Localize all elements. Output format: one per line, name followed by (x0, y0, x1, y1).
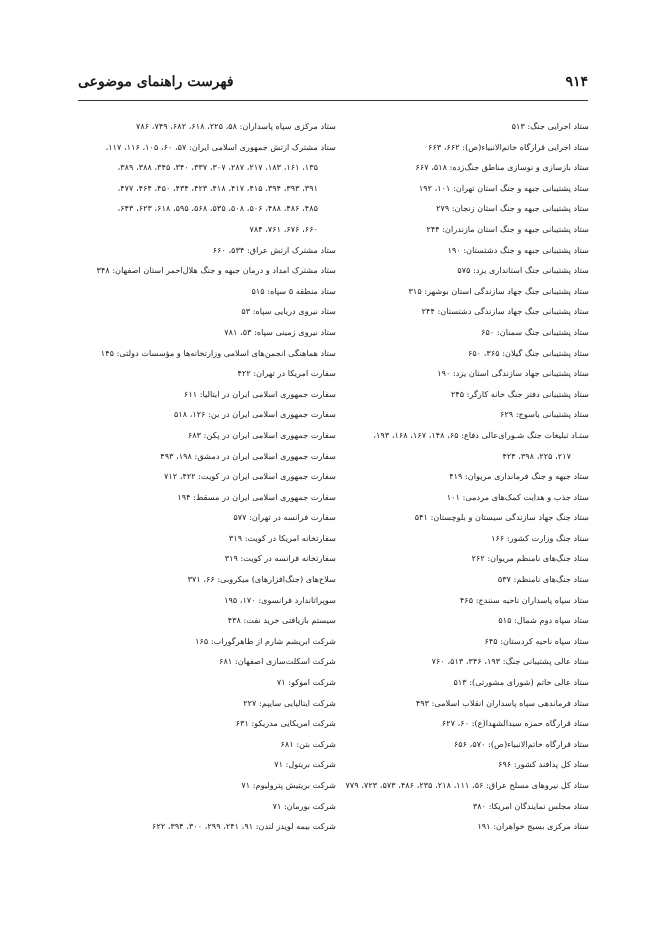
index-entry: ستاد سپاه ناحیه کردستان: ۶۴۵ (484, 635, 589, 646)
index-entry-continuation: ۲۱۷، ۲۲۵، ۳۹۸، ۴۲۴ (502, 450, 571, 461)
index-entry: سلاح‌های (جنگ‌افزارهای) میکروبی: ۶۶، ۳۷۱ (187, 574, 336, 585)
index-entry: ستاد اجرایی جنگ: ۵۱۳ (511, 121, 589, 131)
index-entry: سیستم بازیافتی خرید نفت: ۴۳۸ (227, 615, 336, 626)
index-entry: ستاد مشترک امداد و درمان جبهه و جنگ هلال‌احمر استان اصفهان: ۳۴۸ (96, 265, 336, 276)
index-entry: ستاد پشتیبانی جنگ گیلان: ۳۶۵، ۶۵۰ (467, 347, 589, 358)
index-entry: ستاد جنگ‌های نامنظم مریوان: ۲۶۲ (471, 553, 589, 564)
index-entry: ستاد مرکزی سپاه پاسداران: ۵۸، ۲۲۵، ۶۱۸، ۶۸۲، ۷۴۹، ۷۸۶ (136, 121, 336, 131)
index-entry: شرکت بریتیش پترولیوم: ۷۱ (241, 780, 336, 790)
index-entry: ستاد پشتیبانی جنگ جهاد سازندگی دشتستان: ۲۴۴ (421, 306, 589, 317)
index-entry: ستاد پشتیبانی جنگ استانداری یزد: ۵۷۵ (457, 265, 589, 276)
index-entry: ستاد قرارگاه حمزه سیدالشهدا(ع): ۶۰، ۶۲۷ (441, 718, 589, 729)
index-entry: سفارت فرانسه در تهران: ۵۷۷ (233, 512, 336, 523)
index-entry: سفارتخانه فرانسه در کویت: ۳۱۹ (224, 553, 336, 564)
index-entry: ستاد منطقه ۵ سپاه: ۵۱۵ (251, 285, 336, 296)
index-entry: ستاد پشتیبانی یاسوج: ۶۲۹ (500, 409, 589, 420)
index-entry-continuation: ۳۹۱، ۳۹۳، ۳۹۴، ۴۱۵، ۴۱۷، ۴۱۸، ۴۲۳، ۴۳۴، ۴۵۰، ۴۶۴، ۴۷۷، (117, 182, 318, 193)
index-entry: ستاد بازسازی و نوسازی مناطق جنگ‌زده: ۵۱۸، ۶۶۷ (415, 162, 589, 173)
index-entry: ستاد جنگ‌های نامنظم: ۵۳۷ (497, 574, 589, 585)
index-entry: ستاد مشترک ارتش جمهوری اسلامی ایران: ۵۷، ۶۰، ۱۰۵، ۱۱۶، ۱۱۷، (105, 141, 336, 152)
header-rule (78, 100, 588, 101)
index-entry: شرکت بورمان: ۷۱ (272, 800, 336, 811)
index-entry: ستـاد تبلیغات جنگ شـورای‌عالی دفاع: ۶۵، ۱۴۸، ۱۶۷، ۱۶۸، ۱۹۳، (373, 429, 589, 440)
index-entry: ستاد عالی خاتم (شورای مشورتی): ۵۱۳ (453, 677, 589, 688)
index-entry: سفارت جمهوری اسلامی ایران در ایتالیا: ۶۱۱ (183, 388, 336, 399)
index-entry: شرکت بتن: ۶۸۱ (280, 738, 336, 749)
index-entry: شرکت بیمه لویدز لندن: ۹۱، ۲۴۱، ۲۹۹، ۳۰۰، ۳۹۴، ۶۲۲ (152, 821, 336, 832)
index-entry: ستاد کل نیروهای مسلح عراق: ۵۶، ۱۱۱، ۲۱۸، ۲۳۵، ۴۸۶، ۵۷۳، ۷۲۳، ۷۷۹ (345, 780, 589, 790)
index-entry: ستاد مجلس نمایندگان امریکا: ۳۸۰ (472, 800, 589, 811)
index-entry: ستاد پشتیبانی جبهه و جنگ استان زنجان: ۲۷۹ (436, 203, 589, 214)
index-entry: سوپراتاندارد فرانسوی: ۱۷۰، ۱۹۵ (224, 594, 336, 605)
index-entry: ستاد جبهه و جنگ فرمانداری مریوان: ۴۱۹ (449, 471, 589, 482)
index-entry: ستاد جذب و هدایت کمک‌های مردمی: ۱۰۱ (446, 491, 589, 502)
index-entry: سفارت جمهوری اسلامی ایران در بن: ۱۲۶، ۵۱۸ (173, 409, 336, 420)
index-entry: ستاد سپاه دوم شمال: ۵۱۵ (498, 615, 589, 626)
index-entry: ستاد پشتیبانی جبهه و جنگ استان مازندران: ۲۴۴ (426, 223, 589, 234)
index-entry: ستاد جنگ جهاد سازندگی سیستان و بلوچستان: ۵۴۱ (414, 512, 589, 523)
index-entry: ستاد فرماندهی سپاه پاسداران انقلاب اسلامی: ۴۹۳ (415, 697, 589, 708)
index-entry: ستاد کل پدافند کشور: ۶۹۶ (498, 759, 589, 770)
index-entry: سفارت جمهوری اسلامی ایران در دمشق: ۱۹۸، ۴۹۳ (160, 450, 336, 461)
index-entry: ستاد پشتیبانی جنگ سمنان: ۶۵۰ (481, 326, 589, 337)
index-entry: ستاد اجرایی قرارگاه خاتم‌الانبیاء(ص): ۶۶۲، ۶۶۳ (428, 141, 589, 152)
index-entry: شرکت ابریشم شارم از طاهرگوراب: ۱۶۵ (195, 635, 336, 646)
index-entry: ستاد سپاه پاسداران ناحیه سنندج: ۴۶۵ (459, 594, 589, 605)
index-entry: ستاد عالی پشتیبانی جنگ: ۱۹۳، ۳۴۶، ۵۱۳، ۷۶۰ (431, 656, 589, 667)
index-entry-continuation: ۴۸۵، ۴۸۶، ۴۸۸، ۵۰۶، ۵۰۸، ۵۳۵، ۵۶۸، ۵۹۵، ۶۱۸، ۶۲۳، ۶۴۳، (117, 203, 318, 214)
index-entry: شرکت اسکلت‌سازی اصفهان: ۶۸۱ (219, 656, 336, 667)
page-header (78, 74, 588, 96)
index-entry: ستاد نیروی زمینی سپاه: ۵۳، ۷۸۱ (224, 326, 336, 337)
index-entry: سفارت جمهوری اسلامی ایران در کویت: ۴۲۲، ۷۱۲ (164, 471, 336, 482)
index-entry: شرکت اموکو: ۷۱ (276, 677, 336, 688)
index-entry: ستاد پشتیبانی جبهه و جنگ دشتستان: ۱۹۰ (447, 244, 589, 255)
index-column-right (319, 116, 589, 837)
index-entry: ستاد جنگ وزارت کشور: ۱۶۶ (491, 532, 589, 543)
index-entry-continuation: ۶۶۰، ۶۷۶، ۷۶۱، ۷۸۴ (249, 223, 318, 234)
index-entry: سفارت امریکا در تهران: ۴۲۲ (237, 368, 336, 379)
running-title: فهرست راهنمای موضوعی (78, 74, 234, 90)
page-number: ۹۱۴ (565, 74, 588, 90)
index-entry: سفارتخانه امریکا در کویت: ۳۱۹ (228, 532, 336, 543)
index-entry: سفارت جمهوری اسلامی ایران در مسقط: ۱۹۴ (177, 491, 336, 502)
index-entry: سفارت جمهوری اسلامی ایران در پکن: ۶۸۳ (187, 429, 336, 440)
index-entry: ستاد پشتیبانی جنگ جهاد سازندگی استان بوشهر: ۳۱۵ (408, 285, 589, 296)
index-entry: ستاد پشتیبانی جبهه و جنگ استان تهران: ۱۰۱، ۱۹۲ (418, 182, 589, 193)
index-entry: ستاد مرکزی بسیج خواهران: ۱۹۱ (477, 821, 589, 832)
index-entry: ستاد هماهنگی انجمن‌های اسلامی وزارتخانه‌ها و مؤسسات دولتی: ۱۴۵ (100, 347, 336, 358)
index-entry: ستاد قرارگاه خاتم‌الانبیاء(ص): ۵۷۰، ۶۵۶ (453, 738, 589, 749)
index-entry: ستاد مشترک ارتش عراق: ۵۳۴، ۶۶۰ (212, 244, 336, 255)
index-entry: شرکت امریکایی مدریکو: ۶۳۱ (235, 718, 336, 729)
index-entry-continuation: ۱۳۵، ۱۶۱، ۱۸۳، ۲۱۷، ۲۸۷، ۳۰۷، ۳۳۷، ۳۴۰، ۳۴۵، ۳۸۸، ۳۸۹، (117, 162, 318, 173)
index-entry: ستاد پشتیبانی جهاد سازندگی استان یزد: ۱۹۰ (437, 368, 589, 379)
index-entry: شرکت ایتالیایی سایپم: ۲۲۷ (243, 697, 336, 708)
index-entry: ستاد پشتیبانی دفتر جنگ خانه کارگر: ۲۴۵ (450, 388, 589, 399)
index-column-left (66, 116, 336, 837)
index-entry: ستاد نیروی دریایی سپاه: ۵۳ (241, 306, 336, 317)
index-entry: شرکت بریتول: ۷۱ (274, 759, 336, 770)
